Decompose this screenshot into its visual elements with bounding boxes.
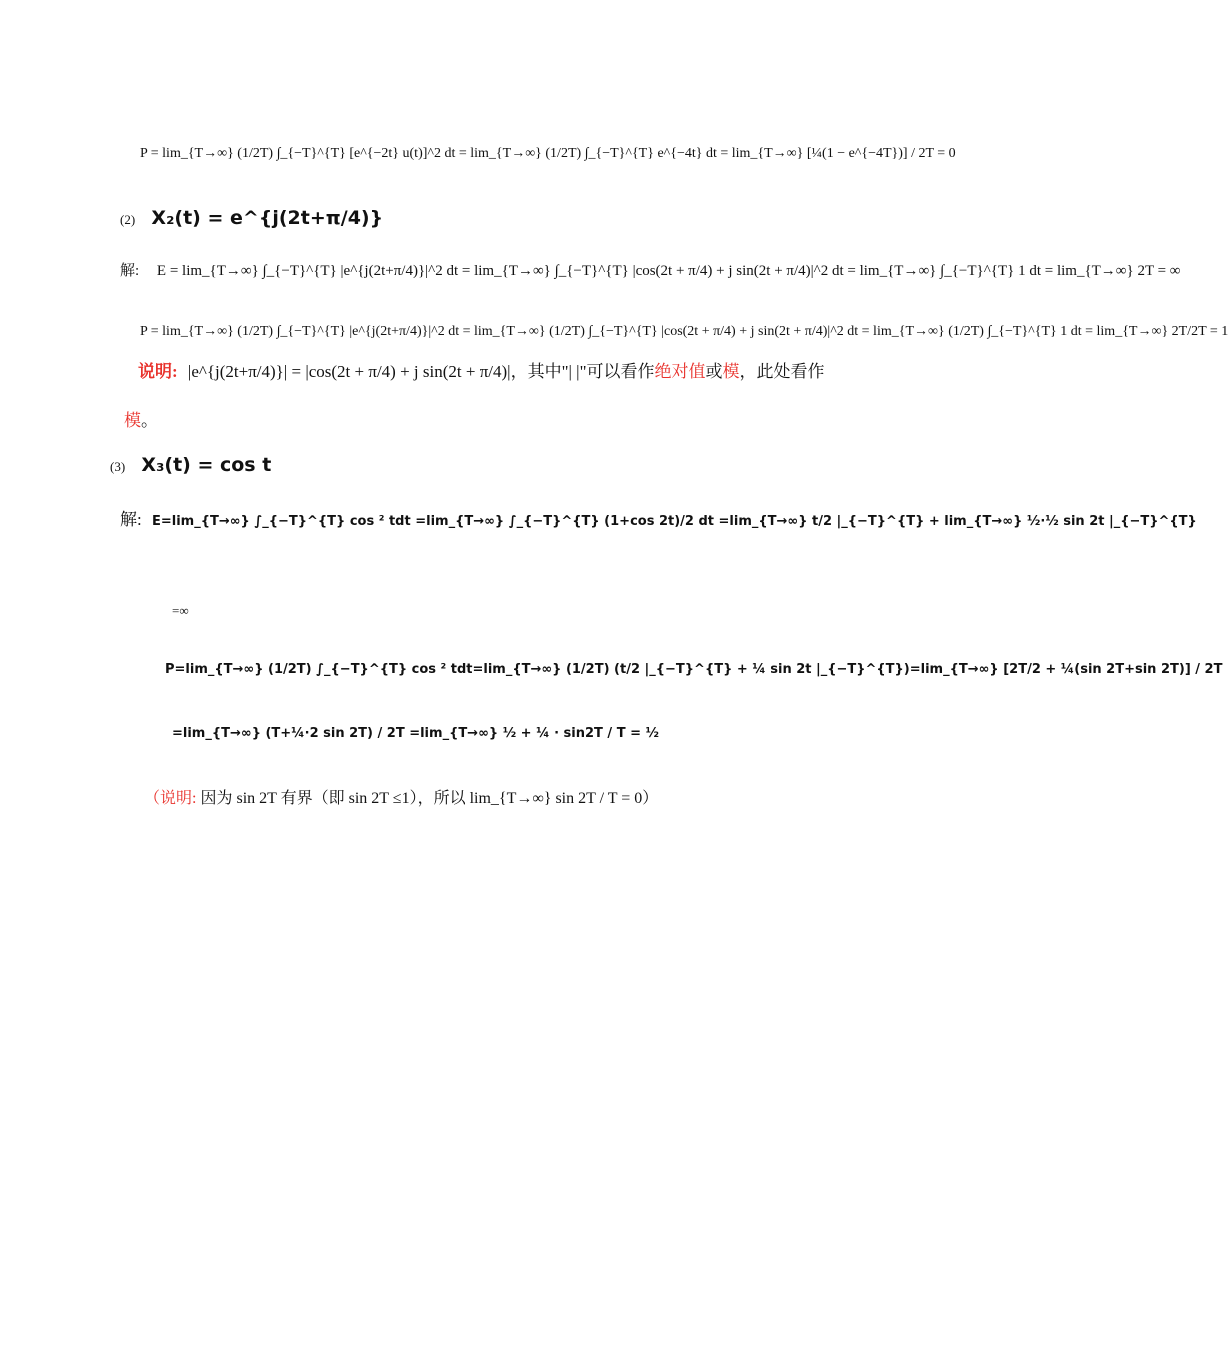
note-modulus-2: 模 bbox=[124, 411, 141, 430]
part3-energy-equation bbox=[120, 510, 1197, 530]
part2-note bbox=[138, 362, 825, 382]
part3-number: (3) bbox=[110, 459, 126, 474]
part3-energy-result: =∞ bbox=[172, 603, 189, 618]
part2-energy-equation bbox=[120, 262, 1181, 280]
energy-expression-3: E=lim_{T→∞} ∫_{−T}^{T} cos ² tdt =lim_{T→∞} ∫_{−T}^{T} (1+cos 2t)/2 dt =lim_{T→∞} t/2 |_{−T}^{T} + lim_{T→∞} ½·½ sin 2t |_{−T}^{T} bbox=[151, 514, 1197, 529]
note-absolute-value: 绝对值 bbox=[654, 362, 706, 381]
note3-label: 说明: bbox=[160, 790, 197, 807]
part2-signal: X₂(t) = e^{j(2t+π/4)} bbox=[151, 207, 384, 229]
part2-note-continued bbox=[124, 411, 158, 431]
note3-text: 因为 sin 2T 有界（即 sin 2T ≤1），所以 lim_{T→∞} sin 2T / T = 0） bbox=[200, 790, 659, 807]
part3-heading bbox=[110, 454, 271, 477]
part2-power-equation: P = lim_{T→∞} (1/2T) ∫_{−T}^{T} |e^{j(2t+π/4)}|^2 dt = lim_{T→∞} (1/2T) ∫_{−T}^{T} |cos(2t + π/4) + j sin(2t + π/4)|^2 dt = lim_{T→∞} (1/2T) ∫_{−T}^{T} 1 dt = lim_{T→∞} 2T/2T = 1 bbox=[140, 324, 1228, 339]
note-modulus: 模 bbox=[722, 362, 740, 381]
part2-number: (2) bbox=[120, 212, 136, 227]
part2-heading bbox=[120, 207, 383, 230]
note-text-or: 或 bbox=[705, 362, 723, 381]
part1-power-equation: P = lim_{T→∞} (1/2T) ∫_{−T}^{T} [e^{−2t} u(t)]^2 dt = lim_{T→∞} (1/2T) ∫_{−T}^{T} e^{−4t} dt = lim_{T→∞} [¼(1 − e^{−4T})] / 2T = 0 bbox=[140, 146, 956, 161]
solution-label: 解: bbox=[120, 263, 140, 279]
note-text-1: ，其中"| |"可以看作 bbox=[510, 362, 655, 381]
part3-note bbox=[144, 789, 658, 808]
part3-signal: X₃(t) = cos t bbox=[141, 454, 272, 476]
part3-power-equation-2: =lim_{T→∞} (T+¼·2 sin 2T) / 2T =lim_{T→∞} ½ + ¼ · sin2T / T = ½ bbox=[172, 726, 659, 741]
note-label: 说明: bbox=[138, 362, 178, 381]
note-end: 。 bbox=[141, 411, 158, 430]
note-formula: |e^{j(2t+π/4)}| = |cos(2t + π/4) + j sin(2t + π/4)| bbox=[187, 362, 511, 381]
note-text-2: ，此处看作 bbox=[739, 362, 825, 381]
note3-open-paren: （ bbox=[144, 790, 161, 807]
energy-expression: E = lim_{T→∞} ∫_{−T}^{T} |e^{j(2t+π/4)}|^2 dt = lim_{T→∞} ∫_{−T}^{T} |cos(2t + π/4) + j sin(2t + π/4)|^2 dt = lim_{T→∞} ∫_{−T}^{T} 1 dt = lim_{T→∞} 2T = ∞ bbox=[156, 263, 1181, 279]
solution-label-3: 解: bbox=[120, 510, 142, 529]
part3-power-equation-1: P=lim_{T→∞} (1/2T) ∫_{−T}^{T} cos ² tdt=lim_{T→∞} (1/2T) (t/2 |_{−T}^{T} + ¼ sin 2t |_{−T}^{T})=lim_{T→∞} [2T/2 + ¼(sin 2T+sin 2T)] / 2T bbox=[165, 662, 1223, 677]
